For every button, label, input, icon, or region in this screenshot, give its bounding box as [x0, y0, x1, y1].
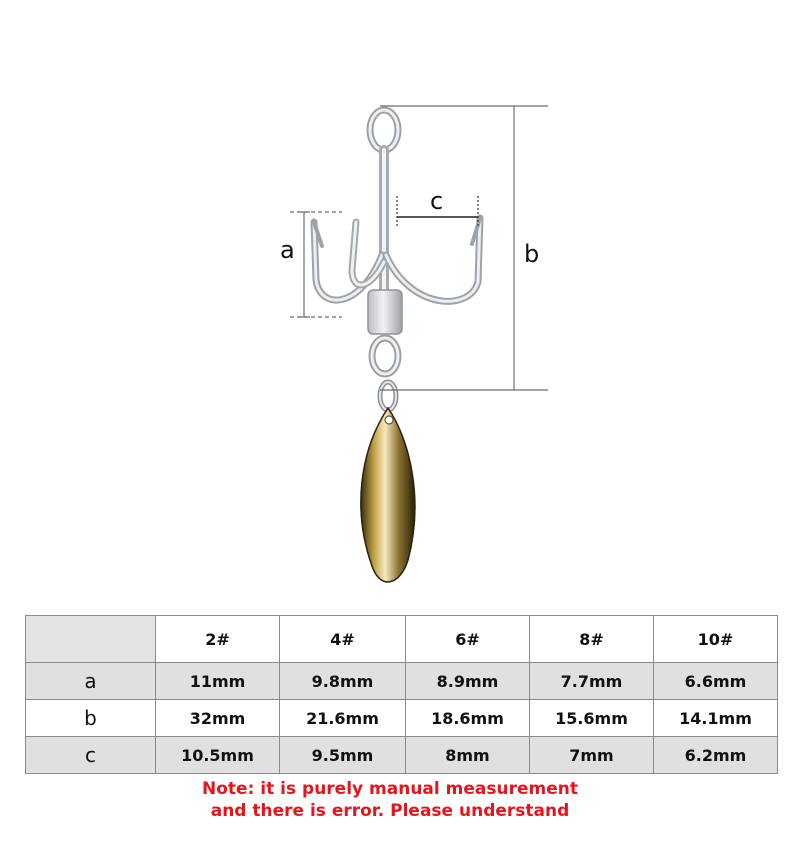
label-c: c: [430, 187, 444, 215]
size-header: 4#: [280, 616, 406, 663]
measurement-note: [130, 778, 650, 822]
table-header-row: [26, 616, 778, 663]
row-label: c: [26, 737, 156, 774]
row-label: a: [26, 663, 156, 700]
table-row: [26, 663, 778, 700]
size-header: 10#: [654, 616, 778, 663]
table-cell: 6.6mm: [654, 663, 778, 700]
label-a: a: [280, 236, 295, 264]
table-cell: 6.2mm: [654, 737, 778, 774]
table-cell: 8.9mm: [406, 663, 530, 700]
table-cell: 14.1mm: [654, 700, 778, 737]
table-row: [26, 737, 778, 774]
size-header: 2#: [156, 616, 280, 663]
table-cell: 7.7mm: [530, 663, 654, 700]
size-spec-table: [25, 615, 778, 774]
dimension-lines: [290, 106, 548, 390]
table-cell: 9.8mm: [280, 663, 406, 700]
table-cell: 9.5mm: [280, 737, 406, 774]
table-cell: 18.6mm: [406, 700, 530, 737]
treble-hook-icon: [314, 110, 480, 410]
table-cell: 32mm: [156, 700, 280, 737]
table-cell: 7mm: [530, 737, 654, 774]
row-label: b: [26, 700, 156, 737]
table-cell: 21.6mm: [280, 700, 406, 737]
table-cell: 10.5mm: [156, 737, 280, 774]
table-corner-cell: [26, 616, 156, 663]
size-header: 8#: [530, 616, 654, 663]
spinner-blade-icon: [361, 408, 415, 582]
table-cell: 15.6mm: [530, 700, 654, 737]
label-b: b: [524, 240, 540, 268]
note-line-1: Note: it is purely manual measurement: [202, 779, 578, 799]
table-row: [26, 700, 778, 737]
table-cell: 11mm: [156, 663, 280, 700]
size-header: 6#: [406, 616, 530, 663]
note-line-2: and there is error. Please understand: [210, 801, 570, 821]
table-cell: 8mm: [406, 737, 530, 774]
